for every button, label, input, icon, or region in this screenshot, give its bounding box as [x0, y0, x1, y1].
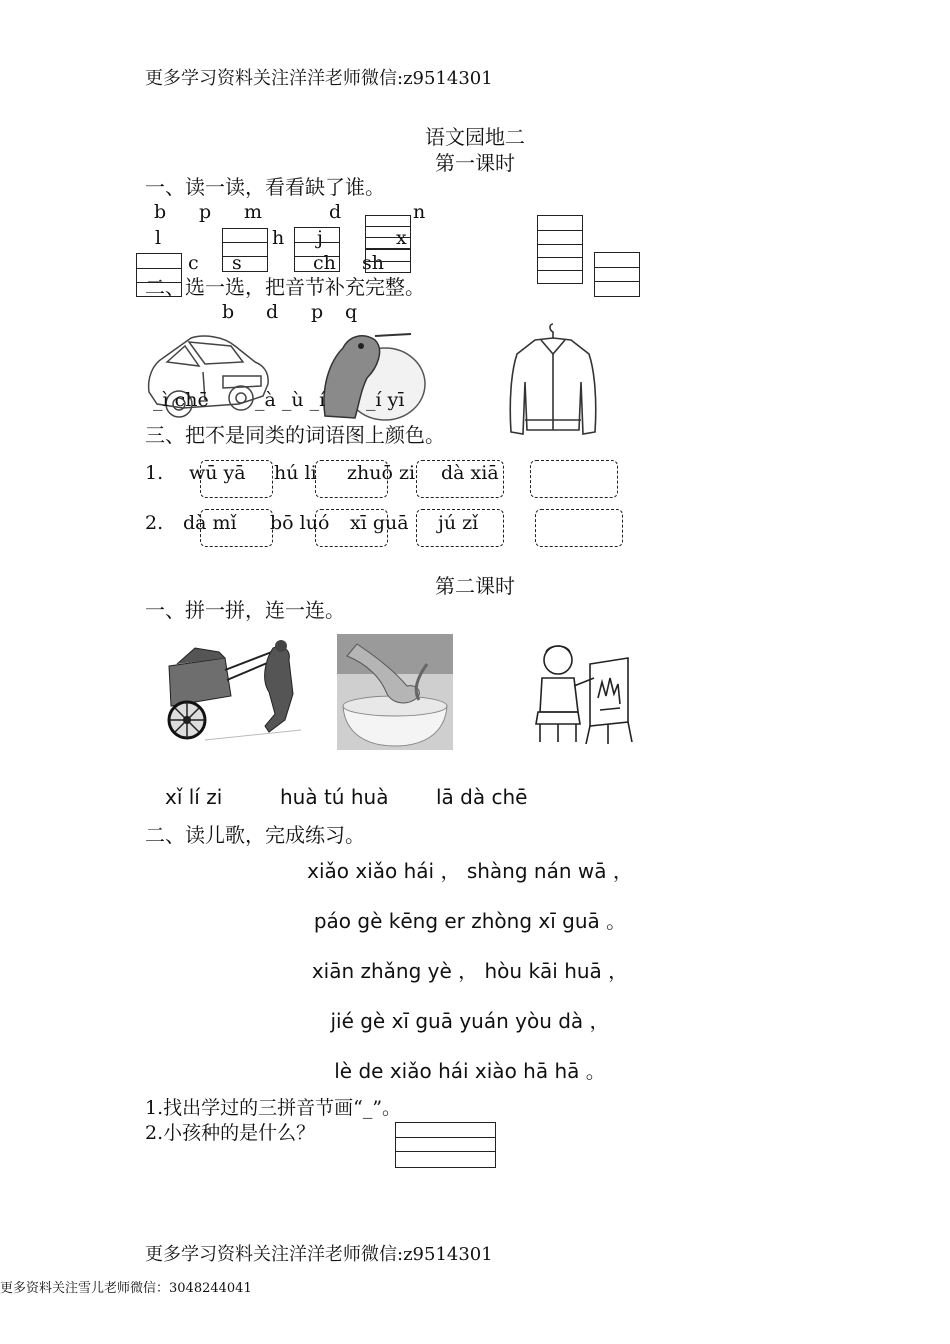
- answer-grid[interactable]: [365, 249, 411, 273]
- l2-q1-instruction: 一、拼一拼，连一连。: [145, 598, 345, 622]
- initial-letter: l: [155, 227, 162, 249]
- word-pinyin: wū yā: [189, 462, 246, 484]
- cart-pulling-image: [165, 636, 303, 744]
- answer-grid[interactable]: [222, 228, 268, 272]
- word-pinyin: hú li: [274, 462, 317, 484]
- hippo-image: [315, 328, 427, 428]
- choice-letter: p: [311, 301, 324, 323]
- task-2: 2.小孩种的是什么？: [145, 1122, 316, 1144]
- word-pinyin: zhuō zi: [347, 462, 416, 484]
- word-pinyin: dà mǐ: [183, 512, 237, 534]
- initial-letter: sh: [362, 252, 384, 274]
- child-painting-image: [528, 638, 634, 746]
- match-word: huà tú huà: [280, 785, 389, 809]
- task-1: 1.找出学过的三拼音节画“_”。: [145, 1097, 402, 1119]
- initial-letter: h: [272, 227, 285, 249]
- hand-washing-image: [337, 634, 453, 750]
- initial-letter: m: [244, 201, 263, 223]
- blank-syllable: _ì chē: [153, 389, 209, 411]
- word-pinyin: xī guā: [350, 512, 409, 534]
- initial-letter: ch: [313, 252, 336, 274]
- initial-letter: d: [329, 201, 342, 223]
- color-box[interactable]: [530, 460, 618, 498]
- header-note: 更多学习资料关注洋洋老师微信:z9514301: [145, 68, 493, 89]
- poem-line: xiān zhǎng yè ， hòu kāi huā ，: [311, 959, 629, 983]
- row-number: 1.: [145, 462, 164, 484]
- q1-instruction: 一、读一读，看看缺了谁。: [145, 175, 385, 199]
- footer-note: 更多学习资料关注洋洋老师微信:z9514301: [145, 1244, 493, 1265]
- poem-line: lè de xiǎo hái xiào hā hā 。: [334, 1059, 606, 1083]
- answer-grid[interactable]: [537, 215, 583, 284]
- color-box[interactable]: [535, 509, 623, 547]
- match-word: lā dà chē: [436, 785, 528, 809]
- poem-line: xiǎo xiǎo hái ， shàng nán wā ，: [307, 859, 633, 883]
- poem-line: páo gè kēng er zhòng xī guā 。: [313, 909, 627, 933]
- answer-grid[interactable]: [594, 252, 640, 297]
- row-number: 2.: [145, 512, 164, 534]
- lesson2-heading: 第二课时: [435, 574, 515, 598]
- choice-letter: q: [345, 301, 358, 323]
- initial-letter: s: [232, 252, 242, 274]
- initial-letter: p: [199, 201, 212, 223]
- answer-grid[interactable]: [365, 215, 411, 249]
- q3-instruction: 三、把不是同类的词语图上颜色。: [145, 423, 445, 447]
- initial-letter: b: [154, 201, 167, 223]
- lesson1-heading: 第一课时: [435, 151, 515, 175]
- q2-instruction: 二、选一选，把音节补充完整。: [145, 275, 425, 299]
- word-pinyin: jú zǐ: [438, 512, 479, 534]
- bottom-note: 更多资料关注雪儿老师微信：3048244041: [0, 1281, 252, 1296]
- initial-letter: j: [317, 227, 323, 249]
- initial-letter: x: [396, 227, 407, 249]
- page-title: 语文园地二: [425, 125, 525, 149]
- l2-q2-instruction: 二、读儿歌，完成练习。: [145, 823, 365, 847]
- jacket-image: [505, 322, 601, 438]
- blank-syllable: _à _ù _í: [255, 389, 326, 411]
- word-pinyin: dà xiā: [441, 462, 499, 484]
- initial-letter: n: [413, 201, 426, 223]
- initial-letter: c: [188, 252, 199, 274]
- answer-grid[interactable]: [294, 227, 340, 272]
- answer-grid[interactable]: [395, 1122, 496, 1168]
- poem-line: jié gè xī guā yuán yòu dà ，: [330, 1009, 610, 1033]
- choice-letter: d: [266, 301, 279, 323]
- match-word: xǐ lí zi: [165, 785, 223, 809]
- choice-letter: b: [222, 301, 235, 323]
- word-pinyin: bō luó: [270, 512, 330, 534]
- blank-syllable: _í yī: [366, 389, 405, 411]
